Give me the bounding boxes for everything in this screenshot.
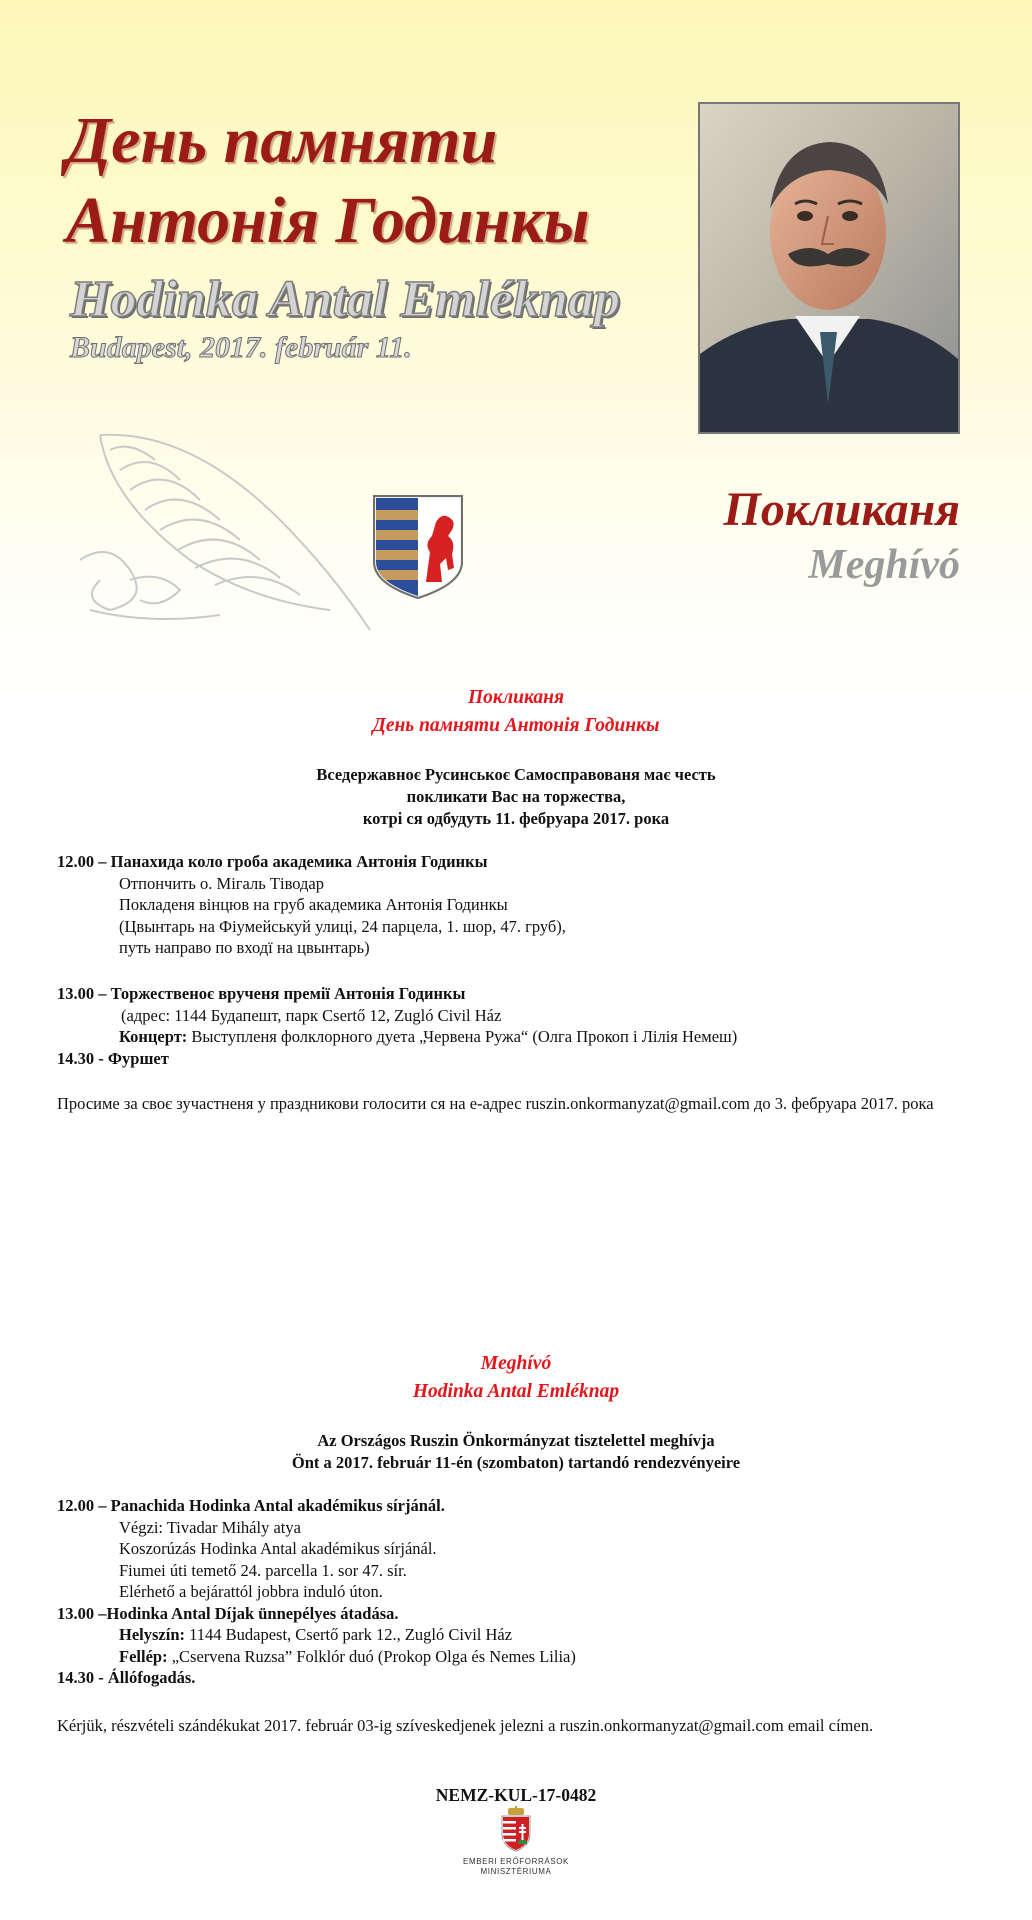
hungarian-item1-line2: Koszorúzás Hodinka Antal akadémikus sírjánál.: [119, 1539, 437, 1558]
portrait-painting: [698, 102, 960, 434]
ministry-name-line2: MINISZTÉRIUMA: [480, 1867, 552, 1876]
rusyn-item3-head: 14.30 - Фуршет: [57, 1048, 169, 1068]
hungarian-item2-head: 13.00 –Hodinka Antal Díjak ünnepélyes átadása.: [57, 1603, 399, 1623]
date-place: Budapest, 2017. február 11.: [70, 331, 412, 364]
rusyn-concert-text: Выступленя фолклорного дуета „Червена Ружа“ (Олга Прокоп і Лілія Немеш): [187, 1027, 738, 1046]
invitation-heading-hungarian: Meghívó: [808, 542, 960, 588]
rusyn-item1-line1: Отпончить о. Мігаль Тіводар: [119, 873, 324, 893]
hungarian-section-title: Meghívó: [480, 1353, 552, 1374]
rusyn-section-subtitle: День памняти Антонія Годинкы: [372, 715, 660, 736]
ministry-logo: [436, 1806, 596, 1877]
coat-of-arms-icon: [370, 492, 466, 607]
rusyn-intro-line2: покликати Вас на торжества,: [406, 787, 626, 806]
rusyn-item1-line4: путь направо по входї на цвынтарь): [119, 938, 370, 957]
hungarian-section-subtitle: Hodinka Antal Emléknap: [412, 1381, 620, 1402]
hungarian-item1-line3: Fiumei úti temető 24. parcella 1. sor 47. sír.: [119, 1560, 407, 1580]
invitation-heading-rusyn: Покликаня: [723, 483, 960, 536]
rusyn-item1-head: 12.00 – Панахида коло гроба академика Антонія Годинкы: [57, 852, 488, 871]
hungarian-item3-head: 14.30 - Állófogadás.: [57, 1668, 196, 1687]
rusyn-intro-line1: Вседержавноє Русинськоє Самосправованя має честь: [316, 765, 716, 784]
hungarian-item1-head: 12.00 – Panachida Hodinka Antal akadémikus sírjánál.: [57, 1496, 445, 1515]
rusyn-item2-head: 13.00 – Торжественоє врученя премії Антонія Годинкы: [57, 984, 466, 1003]
hungarian-performer-text: „Cservena Ruzsa” Folklór duó (Prokop Olga és Nemes Lilia): [167, 1646, 576, 1666]
ministry-name-line1: EMBERI ERŐFORRÁSOK: [463, 1857, 569, 1866]
rusyn-closing: Просиме за своє зучастненя у праздникови голосити ся на е-адрес ruszin.onkormanyzat@gmail.com до 3. фебруара 2017. рока: [57, 1094, 934, 1113]
hungarian-program: [57, 1495, 576, 1689]
feather-quill-icon: [70, 410, 380, 645]
rusyn-program: [57, 851, 566, 959]
hungarian-intro-line2: Önt a 2017. február 11-én (szombaton) tartandó rendezvényeire: [291, 1453, 741, 1472]
hungarian-item1-line1: Végzi: Tivadar Mihály atya: [119, 1517, 301, 1537]
hungarian-place-text: 1144 Budapest, Csertő park 12., Zugló Civil Ház: [185, 1625, 513, 1644]
rusyn-program-2: [57, 983, 737, 1069]
hungarian-intro-line1: Az Országos Ruszin Önkormányzat tisztelettel meghívja: [317, 1431, 715, 1450]
hungarian-item1-line4: Elérhető a bejárattól jobbra induló úton.: [119, 1582, 383, 1601]
rusyn-item2-address: (адрес: 1144 Будапешт, парк Csertő 12, Zugló Civil Ház: [121, 1005, 502, 1025]
rusyn-intro-line3: котрі ся одбудуть 11. фебруара 2017. рока: [362, 809, 670, 828]
registration-number: NEMZ-KUL-17-0482: [435, 1785, 597, 1805]
title-hungarian: Hodinka Antal Emléknap: [70, 271, 620, 328]
rusyn-concert-label: Концерт:: [119, 1027, 188, 1046]
hungarian-performer-label: Fellép:: [119, 1646, 168, 1666]
hungarian-coat-of-arms-icon: [496, 1806, 536, 1852]
hungarian-closing: Kérjük, részvételi szándékukat 2017. február 03-ig szíveskedjenek jelezni a ruszin.onkormanyzat@gmail.com email címen.: [57, 1716, 874, 1735]
rusyn-section-title: Покликаня: [467, 687, 565, 708]
hungarian-place-label: Helyszín:: [119, 1625, 185, 1644]
rusyn-item1-line2: Покладеня вінцюв на груб академика Антонія Годинкы: [119, 895, 508, 914]
rusyn-item1-line3: (Цвынтарь на Фіумейськуй улиці, 24 парцела, 1. шор, 47. груб),: [119, 916, 566, 936]
title-cyrillic-line2: Антонія Годинкы: [66, 184, 590, 257]
title-cyrillic-line1: День памняти: [66, 104, 498, 177]
